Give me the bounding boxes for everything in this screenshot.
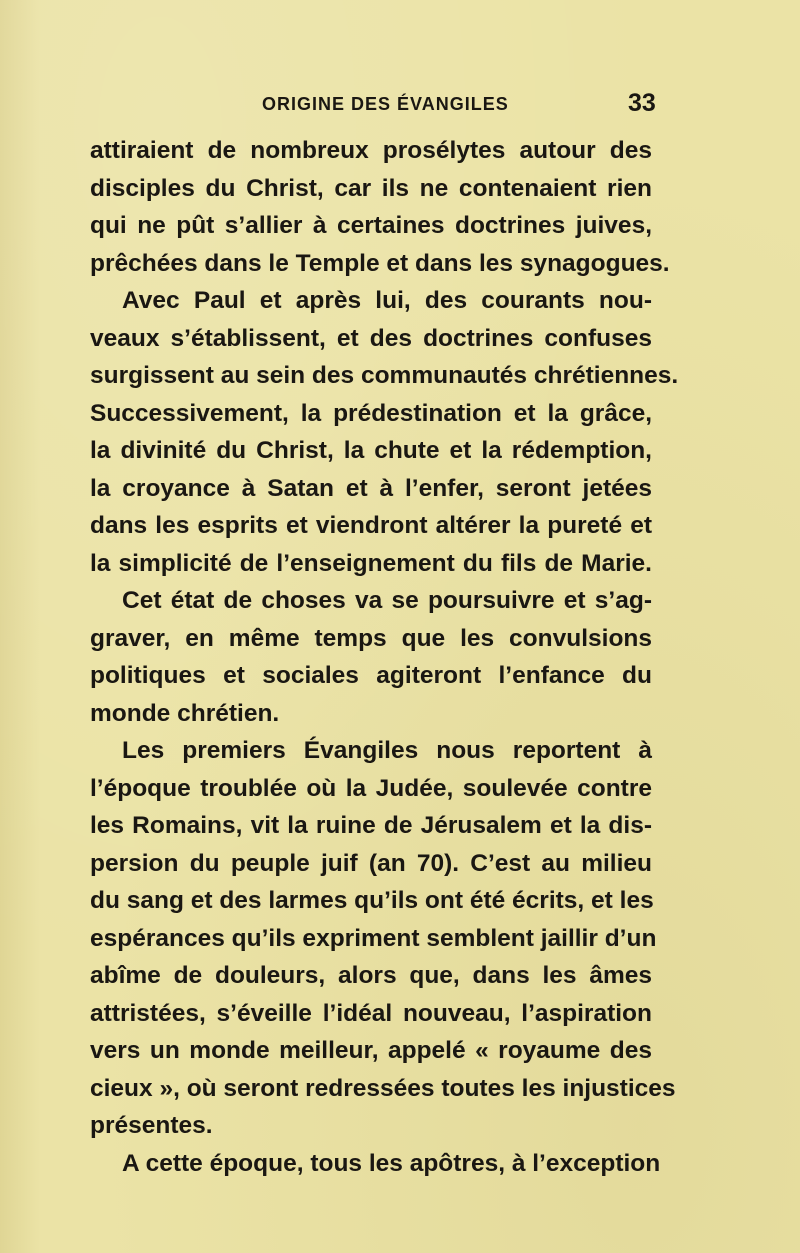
text-line [0, 806, 800, 846]
text-line [0, 656, 800, 696]
text-line-content: la simplicité de l’enseignement du fils de Marie. [90, 549, 652, 577]
text-line-content: politiques et sociales agiteront l’enfance du [90, 662, 652, 689]
text-line-content: dans les esprits et viendront altérer la pureté et [90, 512, 652, 539]
text-line [0, 994, 800, 1034]
page-header [0, 88, 800, 122]
text-line [0, 881, 800, 921]
text-line-content: attristées, s’éveille l’idéal nouveau, l’aspiration [90, 999, 652, 1027]
text-line-content: présentes. [90, 1112, 213, 1139]
text-line-content: veaux s’établissent, et des doctrines confuses [90, 324, 652, 352]
text-line [0, 694, 800, 734]
text-line [0, 281, 800, 321]
text-line [0, 619, 800, 659]
text-line-content: espérances qu’ils expriment semblent jaillir d’un [90, 924, 657, 952]
text-line [0, 356, 800, 396]
text-line [0, 169, 800, 209]
text-line-content: attiraient de nombreux prosélytes autour des [90, 137, 652, 164]
text-line [0, 1031, 800, 1071]
text-line-content: monde chrétien. [90, 699, 280, 727]
text-line-content: vers un monde meilleur, appelé « royaume des [90, 1037, 652, 1064]
text-line-content: l’époque troublée où la Judée, soulevée contre [90, 774, 652, 802]
text-line-content: du sang et des larmes qu’ils ont été écrits, et les [90, 887, 654, 914]
text-line-content: persion du peuple juif (an 70). C’est au milieu [90, 849, 652, 877]
text-line-content: la croyance à Satan et à l’enfer, seront jetées [90, 474, 652, 502]
text-line [0, 1069, 800, 1109]
text-line [0, 131, 800, 171]
text-line-content: qui ne pût s’allier à certaines doctrines juives, [90, 212, 652, 239]
text-line [0, 319, 800, 359]
text-line-content: la divinité du Christ, la chute et la rédemption, [90, 437, 652, 464]
text-line-content: cieux », où seront redressées toutes les injustices [90, 1074, 676, 1102]
text-line-content: A cette époque, tous les apôtres, à l’exception [122, 1149, 661, 1177]
text-line [0, 581, 800, 621]
text-line [0, 544, 800, 584]
text-line-content: graver, en même temps que les convulsions [90, 624, 652, 652]
text-line [0, 394, 800, 434]
text-line-content: Cet état de choses va se poursuivre et s’ag- [122, 587, 652, 614]
text-line-content: Successivement, la prédestination et la grâce, [90, 399, 652, 427]
text-line-content: surgissent au sein des communautés chrétiennes. [90, 362, 679, 389]
text-line [0, 206, 800, 246]
text-line [0, 956, 800, 996]
text-line-content: Avec Paul et après lui, des courants nou- [122, 287, 652, 314]
page-number: 33 [628, 89, 656, 117]
text-line [0, 1106, 800, 1146]
text-line [0, 731, 800, 771]
text-line-content: Les premiers Évangiles nous reportent à [122, 737, 652, 764]
text-line [0, 506, 800, 546]
text-line-content: les Romains, vit la ruine de Jérusalem et la dis- [90, 812, 652, 839]
text-line [0, 844, 800, 884]
text-line-content: abîme de douleurs, alors que, dans les âmes [90, 962, 652, 989]
text-line [0, 769, 800, 809]
running-title: ORIGINE DES ÉVANGILES [262, 94, 509, 114]
text-line [0, 919, 800, 959]
text-line [0, 1144, 800, 1184]
text-line [0, 431, 800, 471]
text-line [0, 244, 800, 284]
text-line [0, 469, 800, 509]
text-line-content: prêchées dans le Temple et dans les synagogues. [90, 249, 670, 277]
text-line-content: disciples du Christ, car ils ne contenaient rien [90, 174, 652, 202]
